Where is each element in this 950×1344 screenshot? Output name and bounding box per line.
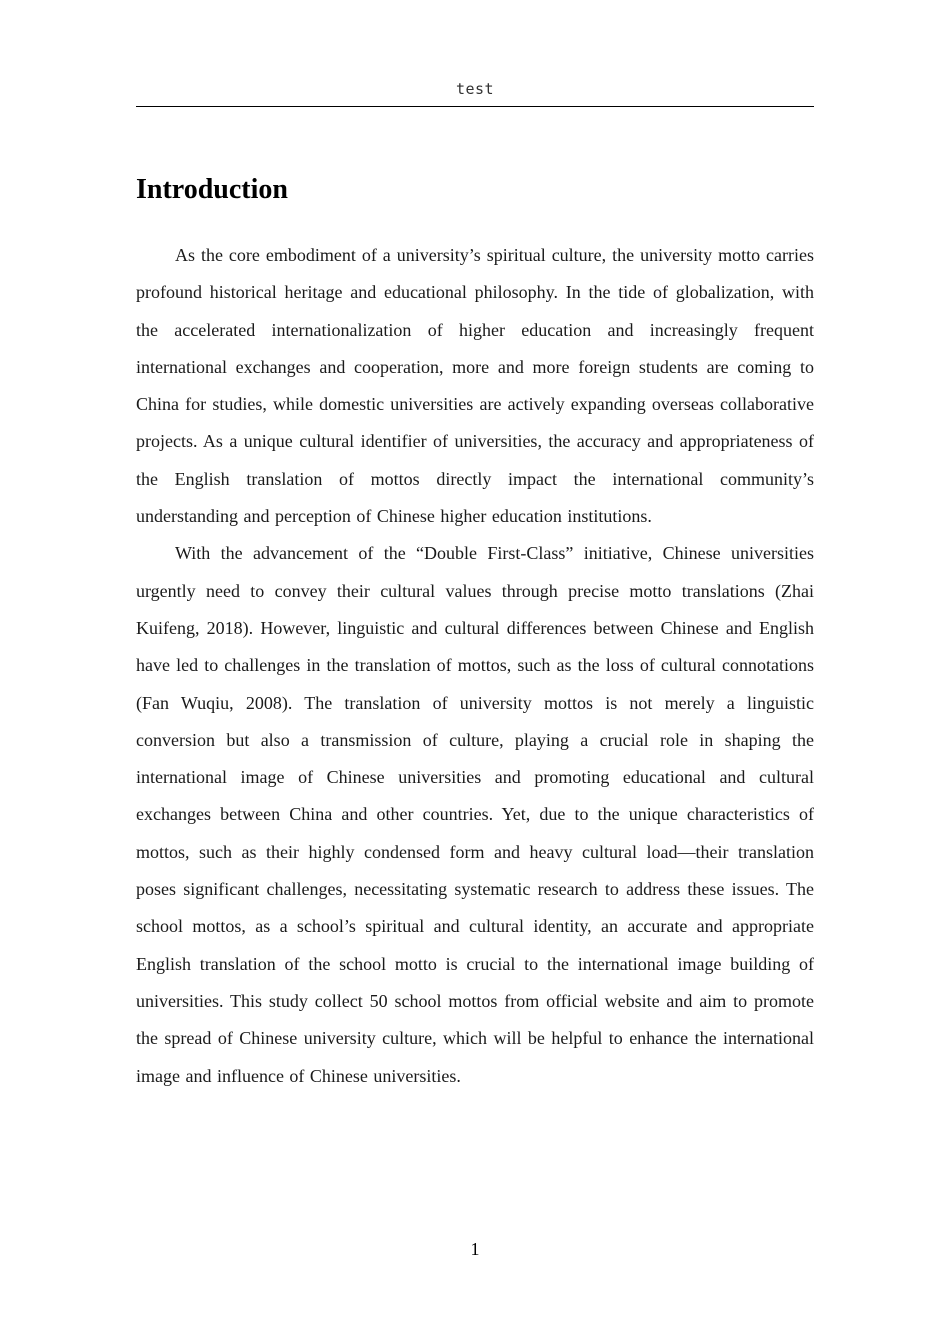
body-text [136,237,814,1095]
paragraph-2: With the advancement of the “Double First-Class” initiative, Chinese universities urgently need to convey their cultural values through precise motto translations (Zhai Kuifeng, 2018). However, linguistic and cultural differences between Chinese and English have led to challenges in the translation of mottos, such as the loss of cultural connotations (Fan Wuqiu, 2008). The translation of university mottos is not merely a linguistic conversion but also a transmission of culture, playing a crucial role in shaping the international image of Chinese universities and promoting educational and cultural exchanges between China and other countries. Yet, due to the unique characteristics of mottos, such as their highly condensed form and heavy cultural load—their translation poses significant challenges, necessitating systematic research to address these issues. The school mottos, as a school’s spiritual and cultural identity, an accurate and appropriate English translation of the school motto is crucial to the international image building of universities. This study collect 50 school mottos from official website and aim to promote the spread of Chinese university culture, which will be helpful to enhance the international image and influence of Chinese universities. [136,543,814,1086]
running-header: test [136,80,814,107]
paragraph-1: As the core embodiment of a university’s spiritual culture, the university motto carries profound historical heritage and educational philosophy. In the tide of globalization, with the accelerated internationalization of higher education and increasingly frequent international exchanges and cooperation, more and more foreign students are coming to China for studies, while domestic universities are actively expanding overseas collaborative projects. As a unique cultural identifier of universities, the accuracy and appropriateness of the English translation of mottos directly impact the international community’s understanding and perception of Chinese higher education institutions. [136,245,814,527]
page-number: 1 [470,1239,480,1259]
section-title: Introduction [136,174,288,205]
